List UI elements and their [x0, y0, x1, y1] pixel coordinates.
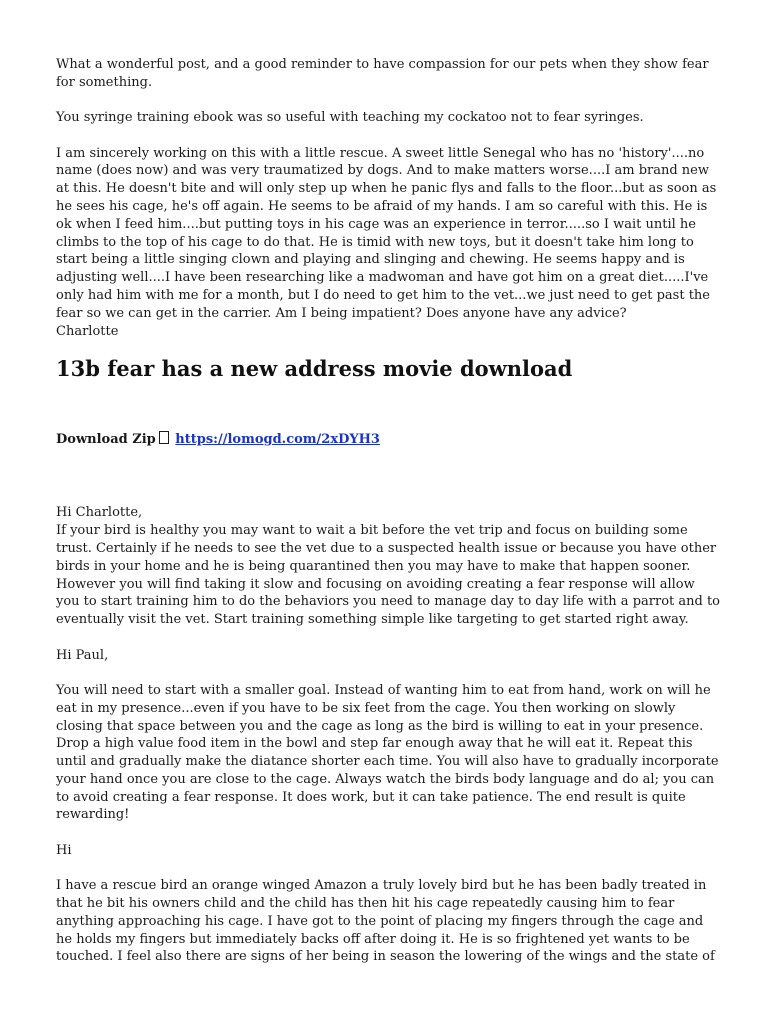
- download-label: Download Zip: [56, 432, 156, 448]
- reply-paragraph: If your bird is healthy you may want to wait a bit before the vet trip and focus on building some trust. Certainly if he needs to see the vet due to a suspected health issue or because you have other birds in your home and he is being quarantined then you may have to make that happen sooner. However you will find taking it slow and focusing on avoiding creating a fear response will allow you to start training him to do the behaviors you need to manage day to day life with a parrot and to eventually visit the vet. Start training something simple like targeting to get started right away.: [56, 523, 721, 628]
- reply-paragraph: I have a rescue bird an orange winged Amazon a truly lovely bird but he has been badly treated in that he bit his owners child and the child has then hit his cage repeatedly causing him to fear anything approaching his cage. I have got to the point of placing my fingers through the cage and he holds my fingers but immediately backs off after doing it. He is so frightened yet wants to be touched. I feel also there are signs of her being in season the lowering of the wings and the state of: [56, 878, 715, 965]
- reply-greeting: Hi Charlotte,: [56, 505, 143, 521]
- comment-paragraph: You syringe training ebook was so useful with teaching my cockatoo not to fear syringes.: [56, 110, 644, 126]
- reply-greeting: Hi Paul,: [56, 647, 109, 663]
- reply-greeting: Hi: [56, 842, 72, 858]
- spacer: [56, 449, 720, 504]
- comment-paragraph: What a wonderful post, and a good reminder to have compassion for our pets when they show fear for something.: [56, 57, 709, 90]
- download-link[interactable]: https://lomogd.com/2xDYH3: [175, 432, 380, 448]
- document-body: [56, 56, 720, 966]
- page-heading: 13b fear has a new address movie download: [56, 356, 573, 382]
- missing-glyph-icon: [159, 431, 169, 444]
- reply-paragraph: You will need to start with a smaller goal. Instead of wanting him to eat from hand, work on will he eat in my presence...even if you have to be six feet from the cage. You then working on slowly closing that space between you and the cage as long as the bird is willing to eat in your presence. Drop a high value food item in the bowl and step far enough away that he will eat it. Repeat this until and gradually make the diatance shorter each time. You will also have to gradually incorporate your hand once you are close to the cage. Always watch the birds body language and do al; you can to avoid creating a fear response. It does work, but it can take patience. The end result is quite rewarding!: [56, 682, 719, 823]
- download-line: [56, 431, 720, 449]
- comment-signature: Charlotte: [56, 323, 119, 339]
- comment-paragraph: I am sincerely working on this with a little rescue. A sweet little Senegal who has no 'history'....no name (does now) and was very traumatized by dogs. And to make matters worse....I am brand new at this. He doesn't bite and will only step up when he panic flys and falls to the floor...but as soon as he sees his cage, he's off again. He seems to be afraid of my hands. I am so careful with this. He is ok when I feed him....but putting toys in his cage was an experience in terror.....so I wait until he climbs to the top of his cage to do that. He is timid with new toys, but it doesn't take him long to start being a little singing clown and playing and slinging and chewing. He seems happy and is adjusting well....I have been researching like a madwoman and have got him on a great diet.....I've only had him with me for a month, but I do need to get him to the vet...we just need to get past the fear so we can get in the carrier. Am I being impatient? Does anyone have any advice?: [56, 145, 717, 321]
